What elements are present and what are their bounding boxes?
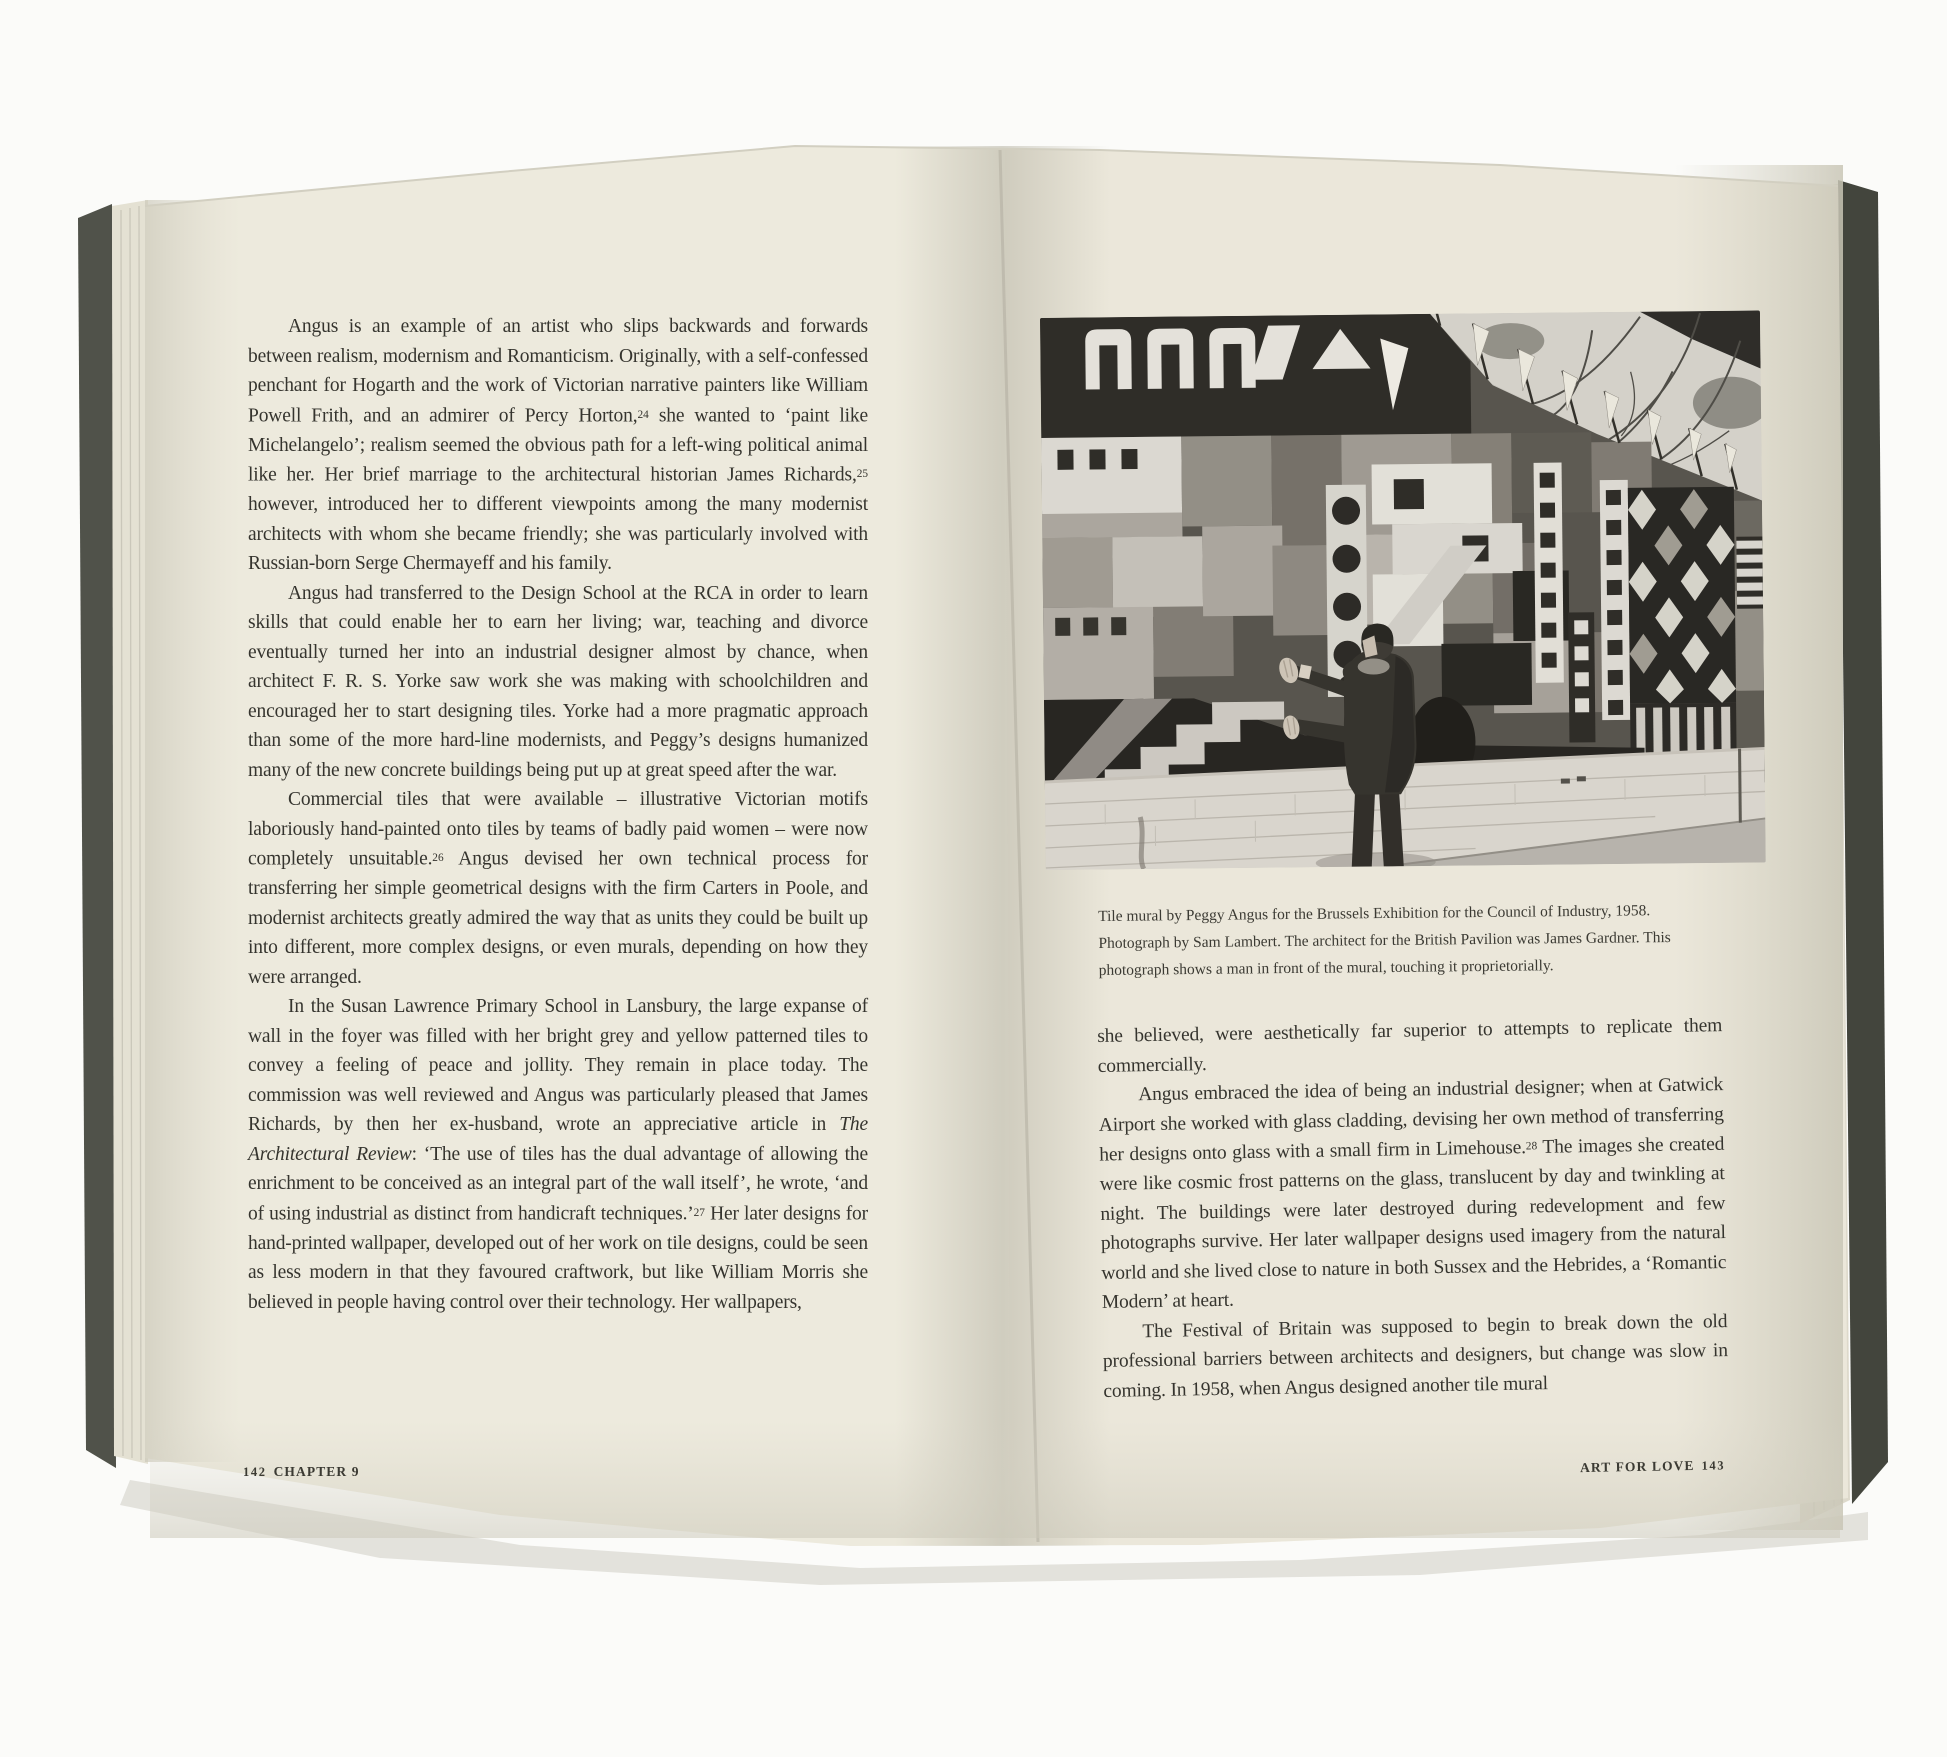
page-number: 143 — [1701, 1458, 1725, 1472]
paragraph: The Festival of Britain was supposed to begin to break down the old professional barriers between architects and designers, but change was slow in coming. In 1958, when Angus designed another tile mural — [1102, 1307, 1728, 1406]
mural-photo-art — [1040, 310, 1766, 870]
left-page-text-column — [248, 312, 868, 1317]
left-running-footer — [243, 1464, 360, 1481]
paragraph: she believed, were aesthetically far superior to attempts to replicate them commercially. — [1097, 1011, 1723, 1081]
paragraph: Commercial tiles that were available – illustrative Victorian motifs laboriously hand-painted onto tiles by teams of badly paid women – were now completely unsuitable.$^{26}$ Angus devised her own technical process for transferring her simple geometrical designs with the firm Carters in Poole, and modernist architects greatly admired the way that as units they could be built up into different, more complex designs, or even murals, depending on how they were arranged. — [248, 785, 868, 992]
right-page-text-column — [1097, 1011, 1729, 1406]
photo-caption: Tile mural by Peggy Angus for the Brussels Exhibition for the Council of Industry, 1958. Photograph by Sam Lambert. The architect for the British Pavilion was James Gardner. This photograph shows a man in front of the mural, touching it proprietorially. — [1098, 897, 1719, 984]
left-edge-shading — [145, 200, 240, 1462]
mural-photograph — [1040, 310, 1766, 870]
left-cover-edge — [78, 204, 116, 1468]
bottom-curvature-shading — [150, 1420, 1840, 1538]
print-tone-overlay — [1040, 310, 1766, 870]
paragraph: Angus had transferred to the Design School at the RCA in order to learn skills that could enable her to earn her living; war, teaching and divorce eventually turned her into an industrial designer almost by chance, when architect F. R. S. Yorke saw work she was making with schoolchildren and encouraged her to start designing tiles. Yorke had a more pragmatic approach than some of the more hard-line modernists, and Peggy’s designs humanized many of the new concrete buildings being put up at great speed after the war. — [248, 579, 868, 786]
chapter-label: CHAPTER 9 — [274, 1464, 360, 1479]
paragraph: Angus embraced the idea of being an industrial designer; when at Gatwick Airport she worked with glass cladding, devising her own method of transferring her designs onto glass with a small firm in Limehouse.$^{28}$ The images she created were like cosmic frost patterns on the glass, translucent by day and twinkling at night. The buildings were later destroyed during redevelopment and few photographs survive. Her later wallpaper designs used imagery from the natural world and she lived close to nature in both Sussex and the Hebrides, a ‘Romantic Modern’ at heart. — [1098, 1070, 1727, 1317]
book-title-label: ART FOR LOVE — [1580, 1458, 1695, 1475]
paragraph: Angus is an example of an artist who slips backwards and forwards between realism, modernism and Romanticism. Originally, with a self-confessed penchant for Hogarth and the work of Victorian narrative painters like William Powell Frith, and an admirer of Percy Horton,$^{24}$ she wanted to ‘paint like Michelangelo’; realism seemed the obvious path for a left-wing political animal like her. Her brief marriage to the architectural historian James Richards,$^{25}$ however, introduced her to different viewpoints among the many modernist architects with whom she became friendly; she was particularly involved with Russian-born Serge Chermayeff and his family. — [248, 312, 868, 579]
paragraph: In the Susan Lawrence Primary School in Lansbury, the large expanse of wall in the foyer was filled with her bright grey and yellow patterned tiles to convey a feeling of peace and jollity. They remain in place today. The commission was well reviewed and Angus was particularly pleased that James Richards, by then her ex-husband, wrote an appreciative article in The Architectural Review: ‘The use of tiles has the dual advantage of allowing the enrichment to be conceived as an integral part of the wall itself’, he wrote, ‘and of using industrial as distinct from handicraft techniques.’$^{27}$ Her later designs for hand-printed wallpaper, developed out of her work on tile designs, could be seen as less modern in that they favoured craftwork, but like William Morris she believed in people having control over their technology. Her wallpapers, — [248, 992, 868, 1317]
page-number: 142 — [243, 1465, 267, 1479]
